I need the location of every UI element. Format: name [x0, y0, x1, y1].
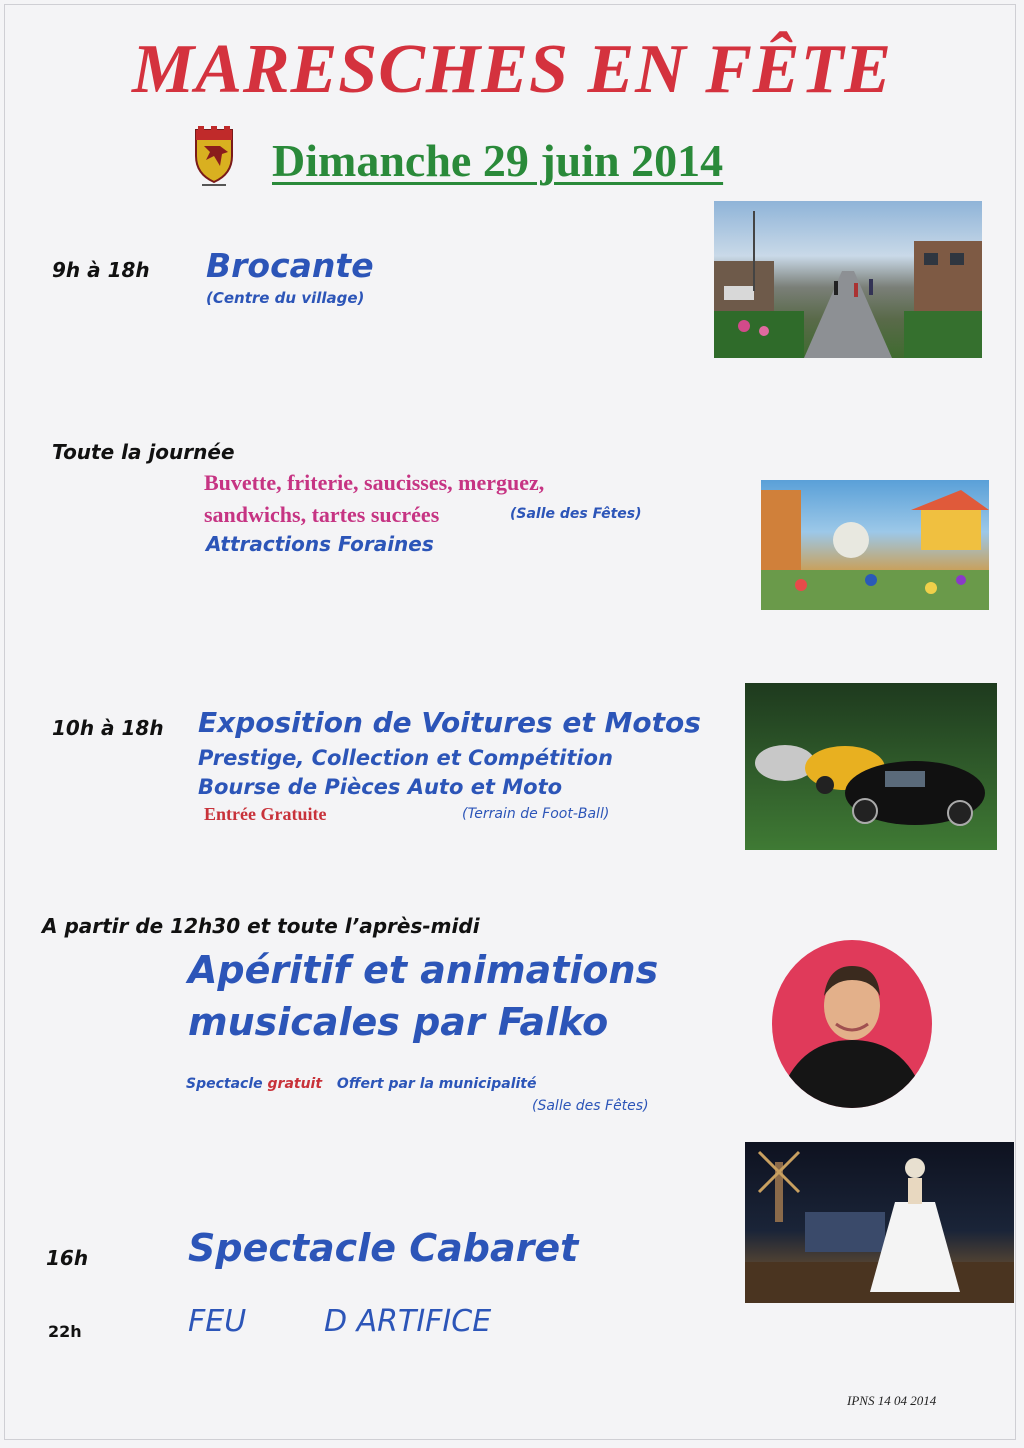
- fairground-painting: [761, 480, 989, 610]
- spectacle-note-suffix: Offert par la municipalité: [336, 1076, 537, 1092]
- food-line-2: sandwichs, tartes sucrées: [204, 502, 440, 527]
- cabaret-time: 16h: [46, 1246, 89, 1270]
- ipns-footer: IPNS 14 04 2014: [847, 1393, 937, 1408]
- exposition-location: (Terrain de Foot-Ball): [462, 806, 610, 822]
- spectacle-note: [186, 1076, 536, 1092]
- exposition-line-1: Prestige, Collection et Compétition: [198, 746, 613, 770]
- brocante-photo: [714, 201, 982, 358]
- cabaret-photo: [745, 1142, 1014, 1303]
- cabaret-title: Spectacle Cabaret: [188, 1226, 579, 1270]
- journee-time: Toute la journée: [52, 440, 235, 464]
- food-location: (Salle des Fêtes): [510, 506, 642, 522]
- brocante-title: Brocante: [206, 246, 374, 285]
- aperitif-title-line-2: musicales par Falko: [188, 1000, 609, 1044]
- spectacle-note-free: gratuit: [267, 1076, 323, 1092]
- aperitif-time: A partir de 12h30 et toute l’après-midi: [42, 914, 480, 938]
- poster-title: MARESCHES EN FÊTE: [131, 31, 893, 108]
- brocante-location: (Centre du village): [206, 289, 365, 307]
- feu-word-2: D ARTIFICE: [324, 1304, 492, 1339]
- attractions-foraines: Attractions Foraines: [206, 532, 434, 556]
- entree-gratuite: Entrée Gratuite: [204, 804, 327, 824]
- brocante-time: 9h à 18h: [52, 258, 150, 282]
- falko-portrait: [772, 940, 932, 1108]
- spectacle-note-prefix: Spectacle: [186, 1076, 263, 1092]
- food-line-1: Buvette, friterie, saucisses, merguez,: [204, 470, 545, 495]
- exposition-line-2: Bourse de Pièces Auto et Moto: [198, 775, 563, 799]
- exposition-title: Exposition de Voitures et Motos: [198, 706, 701, 739]
- village-crest-icon: [192, 126, 236, 188]
- exposition-time: 10h à 18h: [52, 716, 164, 740]
- feu-word-1: FEU: [188, 1304, 247, 1339]
- event-date: Dimanche 29 juin 2014: [272, 135, 724, 186]
- classic-cars-photo: [745, 683, 997, 850]
- feu-time: 22h: [48, 1322, 82, 1341]
- aperitif-title-line-1: Apéritif et animations: [188, 948, 659, 992]
- aperitif-location: (Salle des Fêtes): [532, 1098, 649, 1114]
